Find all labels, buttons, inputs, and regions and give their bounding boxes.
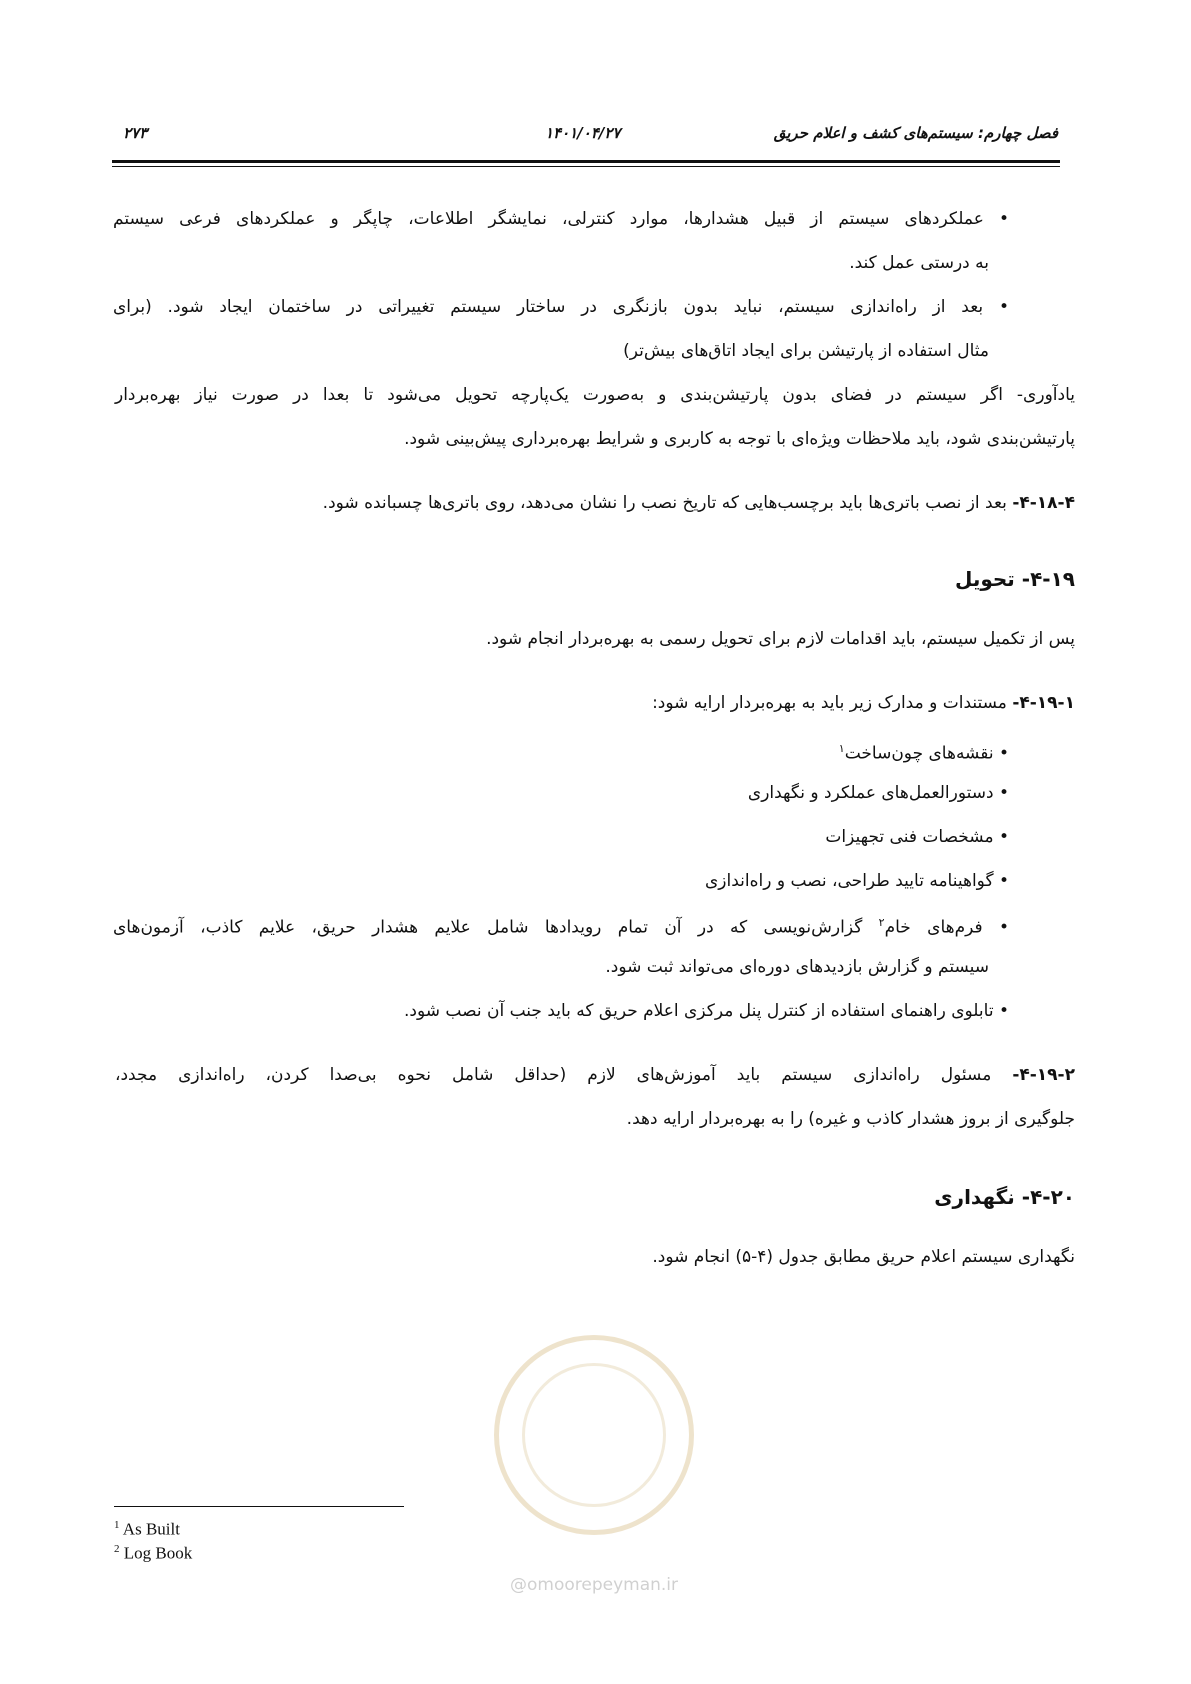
clause-4-19-2-line2: جلوگیری از بروز هشدار کاذب و غیره) را به بهره‌بردار ارایه دهد. [626,1109,1075,1129]
chapter-title: فصل چهارم: سیستم‌های کشف و اعلام حریق [773,124,1058,142]
list-item: • بعد از راه‌اندازی سیستم، نباید بدون بازنگری در ساختار سیستم تغییراتی در ساختمان ایجاد شود. (برای [113,297,1009,317]
clause-4-19-1: ۴-۱۹-۱- مستندات و مدارک زیر باید به بهره‌بردار ارایه شود: [652,693,1075,713]
section-intro: پس از تکمیل سیستم، باید اقدامات لازم برای تحویل رسمی به بهره‌بردار انجام شود. [486,629,1075,649]
reminder-paragraph: یادآوری- اگر سیستم در فضای بدون پارتیشن‌بندی و به‌صورت یک‌پارچه تحویل می‌شود تا بعدا در صورت نیاز بهره‌بردار [115,385,1075,405]
header-rule-thick [112,160,1060,163]
footnote: $^1$ As Built [114,1519,180,1539]
reminder-paragraph-line2: پارتیشن‌بندی شود، باید ملاحظات ویژه‌ای با توجه به کاربری و شرایط بهره‌برداری پیش‌بینی شود. [404,429,1075,449]
footnote-rule [114,1506,404,1507]
header-rule-thin [112,166,1060,167]
list-item: • نقشه‌های چون‌ساخت$^۱$ [838,742,1009,764]
list-item-continuation: مثال استفاده از پارتیشن برای ایجاد اتاق‌های بیش‌تر) [623,341,989,361]
clause-4-18-4: ۴-۱۸-۴- بعد از نصب باتری‌ها باید برچسب‌هایی که تاریخ نصب را نشان می‌دهد، روی باتری‌ها چسبانده شود. [322,493,1075,513]
watermark-text: @omoorepeyman.ir [509,1575,679,1595]
list-item: • گواهینامه تایید طراحی، نصب و راه‌اندازی [704,871,1009,891]
list-item-continuation: به درستی عمل کند. [849,253,989,273]
footnote-ref[interactable]: ۱ [838,742,845,755]
footnote-ref[interactable]: ۲ [878,916,885,929]
list-item: • عملکردهای سیستم از قبیل هشدارها، موارد کنترلی، نمایشگر اطلاعات، چاپگر و عملکردهای فرعی سیستم [113,209,1009,229]
section-text: نگهداری سیستم اعلام حریق مطابق جدول (۴-۵) انجام شود. [652,1247,1075,1267]
list-item-continuation: سیستم و گزارش بازدیدهای دوره‌ای می‌تواند ثبت شود. [605,957,989,977]
watermark-gear-icon [522,1363,666,1507]
clause-number: ۴-۱۹-۲- [1012,1065,1075,1085]
list-item: • مشخصات فنی تجهیزات [825,827,1009,847]
section-heading-maintenance: ۴-۲۰- نگهداری [934,1185,1075,1209]
clause-number: ۴-۱۸-۴- [1012,493,1075,513]
header-date: ۱۴۰۱/۰۴/۲۷ [545,124,621,142]
clause-4-19-2: ۴-۱۹-۲- مسئول راه‌اندازی سیستم باید آموزش‌های لازم (حداقل شامل نحوه بی‌صدا کردن، راه‌اندازی مجدد، [115,1065,1075,1085]
footnote: $^2$ Log Book [114,1543,193,1563]
page-number: ۲۷۳ [123,124,148,142]
list-item: • دستورالعمل‌های عملکرد و نگهداری [747,783,1009,803]
list-item: • فرم‌های خام$^۲$ گزارش‌نویسی که در آن تمام رویدادها شامل علایم هشدار حریق، علایم کاذب، آزمون‌های [113,916,1009,938]
clause-number: ۴-۱۹-۱- [1012,693,1075,713]
section-heading-delivery: ۴-۱۹- تحویل [954,567,1075,591]
list-item: • تابلوی راهنمای استفاده از کنترل پنل مرکزی اعلام حریق که باید جنب آن نصب شود. [404,1001,1009,1021]
